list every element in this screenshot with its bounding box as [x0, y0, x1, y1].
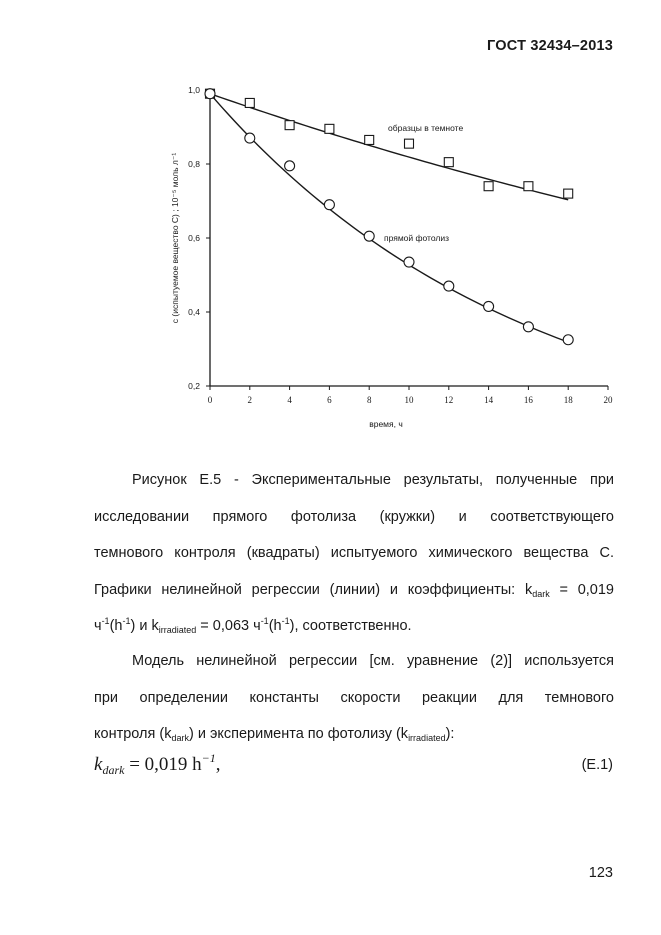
model-text: ) и эксперимента по фотолизу (k [188, 726, 409, 742]
caption-line-3: темнового контроля (квадраты) испытуемого химического вещества С. [94, 545, 614, 561]
x-axis-label: время, ч [369, 419, 403, 429]
square-marker [285, 121, 294, 130]
x-tick-label: 8 [366, 395, 372, 405]
model-paragraph [94, 643, 614, 753]
x-tick-label: 16 [523, 395, 533, 405]
subscript: dark [532, 588, 550, 599]
y-tick-label: 0,8 [188, 159, 200, 169]
y-tick-label: 0,6 [188, 233, 200, 243]
subscript: dark [171, 733, 189, 743]
circle-marker [245, 133, 255, 143]
square-marker [365, 135, 374, 144]
square-marker [484, 182, 493, 191]
regression-line-dark [210, 94, 568, 200]
caption-text: = 0,063 ч [196, 618, 261, 634]
x-tick-label: 2 [247, 395, 253, 405]
series-label-photolysis: прямой фотолиз [384, 233, 449, 243]
x-tick-label: 20 [603, 395, 613, 405]
circle-marker [444, 281, 454, 291]
y-tick-label: 0,2 [188, 381, 200, 391]
caption-line-4 [94, 572, 614, 609]
y-tick-label: 0,4 [188, 307, 200, 317]
x-tick-label: 18 [563, 395, 573, 405]
circle-marker [205, 89, 215, 99]
model-line-1: Модель нелинейной регрессии [см. уравнение (2)] используется [132, 653, 614, 669]
x-tick-label: 12 [444, 395, 454, 405]
caption-line-1: Рисунок Е.5 - Экспериментальные результаты, полученные при [132, 472, 614, 488]
superscript: -1 [281, 616, 290, 626]
circle-marker [523, 322, 533, 332]
model-text: ): [445, 726, 455, 742]
formula-superscript: −1 [201, 751, 216, 765]
formula-comma: , [215, 754, 221, 775]
circle-marker [285, 161, 295, 171]
circle-marker [364, 231, 374, 241]
rate-constant-formula [94, 751, 221, 777]
superscript: -1 [122, 616, 131, 626]
x-tick-label: 6 [327, 395, 332, 405]
subscript: irradiated [158, 625, 197, 635]
caption-text: ) и k [130, 618, 159, 634]
superscript: -1 [101, 616, 110, 626]
circle-marker [484, 301, 494, 311]
figure-caption [94, 462, 614, 645]
page-number: 123 [588, 865, 613, 881]
formula-value: = 0,019 h [129, 754, 202, 775]
equation-number: (Е.1) [581, 757, 613, 773]
caption-text: (h [109, 618, 123, 634]
caption-line-5 [94, 608, 614, 645]
x-tick-label: 4 [287, 395, 292, 405]
superscript: -1 [260, 616, 269, 626]
square-marker [564, 189, 573, 198]
square-marker [245, 98, 254, 107]
x-tick-label: 14 [484, 395, 494, 405]
caption-text: = 0,019 [549, 581, 614, 598]
y-axis-label: c (испытуемое вещество С) ; 10⁻⁵ моль л⁻¹ [170, 152, 180, 324]
square-marker [405, 139, 414, 148]
subscript: irradiated [408, 733, 446, 743]
model-text: контроля (k [94, 726, 172, 742]
x-tick-label: 0 [207, 395, 213, 405]
caption-text: (h [268, 618, 282, 634]
circle-marker [324, 200, 334, 210]
formula-symbol: k [94, 754, 103, 775]
model-line-2: при определении константы скорости реакции для темнового [94, 689, 614, 706]
model-line-3 [94, 716, 614, 753]
y-tick-label: 1,0 [188, 85, 200, 95]
caption-text: ч [94, 618, 102, 634]
circle-marker [404, 257, 414, 267]
caption-line-2: исследовании прямого фотолиза (кружки) и соответствующего [94, 508, 614, 525]
x-tick-label: 10 [404, 395, 414, 405]
square-marker [524, 182, 533, 191]
square-marker [325, 124, 334, 133]
caption-text: Графики нелинейной регрессии (линии) и коэффициенты: k [94, 581, 533, 598]
circle-marker [563, 335, 573, 345]
square-marker [444, 158, 453, 167]
photolysis-chart [160, 70, 630, 440]
document-standard-header: ГОСТ 32434–2013 [487, 38, 613, 54]
caption-text: ), соответственно. [289, 618, 412, 634]
series-label-dark: образцы в темноте [388, 123, 464, 133]
formula-subscript: dark [102, 763, 125, 777]
